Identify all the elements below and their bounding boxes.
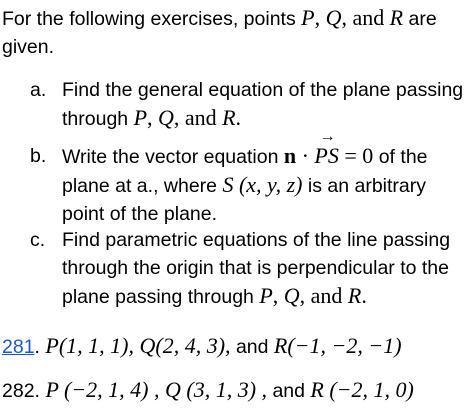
item-c-body [62, 226, 474, 311]
point-r: R [389, 5, 404, 30]
item-a-line-2 [62, 104, 474, 133]
item-letter: c. [30, 229, 46, 251]
point-s: S [222, 172, 234, 197]
item-text: through [62, 108, 134, 130]
point-q: Q [325, 5, 342, 30]
problem-separator: . [34, 336, 46, 358]
and-word: and [230, 336, 274, 358]
item-b-body [62, 128, 474, 228]
item-b-line-2 [62, 171, 474, 200]
problem-282 [2, 376, 414, 405]
intro-text-end: are [403, 8, 437, 30]
point-r: R [347, 283, 362, 308]
vector-ps-label: PS [314, 143, 339, 168]
item-a-line-1: Find the general equation of the plane passing [62, 79, 464, 101]
item-text: plane at a., where [62, 175, 223, 197]
point-p: P [301, 5, 315, 30]
point-q: Q [283, 283, 300, 308]
and-word: and [310, 283, 343, 308]
point-p: P [259, 283, 273, 308]
item-text: is an arbitrary [302, 175, 427, 197]
item-b-line-3: point of the plane. [62, 203, 218, 225]
problem-points: P (−2, 1, 4) , Q (3, 1, 3) , [39, 377, 268, 402]
problem-number-link[interactable]: 281 [2, 336, 35, 358]
period: . [361, 283, 367, 308]
and-word: and [184, 105, 217, 130]
problem-point-r: R(−1, −2, −1) [273, 333, 402, 358]
item-text: plane passing through [62, 286, 260, 308]
and-word: and [352, 5, 385, 30]
problem-points: P(1, 1, 1), Q(2, 4, 3), [45, 333, 231, 358]
and-word: and [267, 380, 311, 402]
item-c-line-1: Find parametric equations of the line passing [62, 229, 451, 251]
separator: , [173, 105, 185, 130]
point-q: Q [158, 105, 174, 130]
separator: , [341, 5, 353, 30]
separator: , [299, 283, 311, 308]
item-c-line-3 [62, 282, 474, 311]
normal-vector-n: n [283, 143, 297, 168]
vector-arrow-icon: → [319, 128, 336, 145]
item-text: of the [373, 146, 428, 168]
intro-text: For the following exercises, points [2, 8, 302, 30]
intro-paragraph [2, 4, 472, 61]
point-s-coords: (x, y, z) [233, 172, 303, 197]
point-r: R [222, 105, 236, 130]
problem-number: 282. [2, 380, 40, 402]
item-a-body [62, 76, 474, 133]
item-text: Write the vector equation [62, 146, 284, 168]
dot-operator: · [296, 143, 315, 168]
vector-ps [314, 128, 339, 170]
intro-line-2: given. [2, 36, 55, 58]
problem-281 [2, 332, 402, 361]
item-b-line-1 [62, 128, 474, 171]
period: . [235, 105, 242, 130]
point-p: P [133, 105, 148, 130]
separator: , [272, 283, 284, 308]
item-c-line-2: through the origin that is perpendicular to the [62, 257, 450, 279]
item-letter: b. [30, 145, 47, 167]
intro-line-1 [2, 4, 472, 33]
equals-zero: = 0 [338, 143, 374, 168]
separator: , [147, 105, 159, 130]
separator: , [314, 5, 326, 30]
item-letter: a. [30, 79, 47, 101]
problem-point-r: R (−2, 1, 0) [310, 377, 414, 402]
